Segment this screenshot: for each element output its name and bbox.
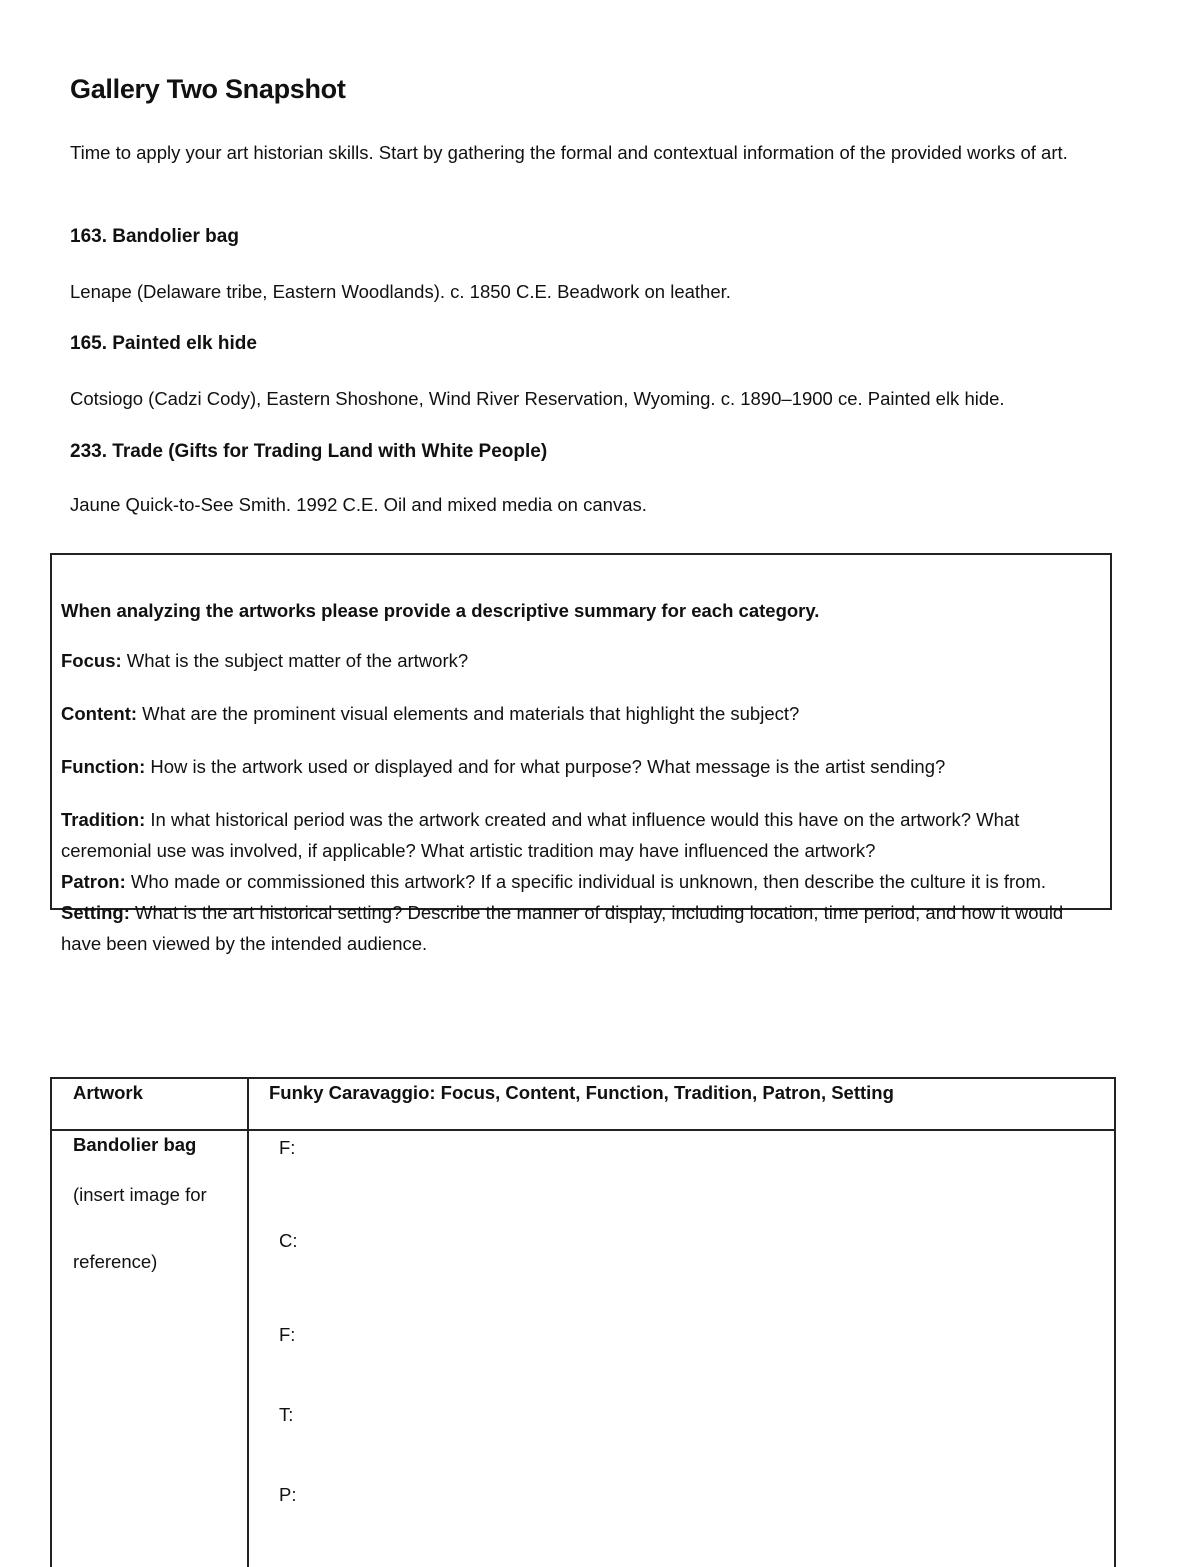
category-focus-text: What is the subject matter of the artwork? — [121, 650, 469, 671]
instructions-lead: When analyzing the artworks please provide a descriptive summary for each category. — [61, 600, 820, 621]
table-left-border — [50, 1077, 52, 1567]
table-header-divider — [50, 1129, 1116, 1131]
category-content — [61, 698, 1091, 729]
category-setting-text: What is the art historical setting? Describe the manner of display, including location, time period, and how it would have been viewed by the intended audience. — [61, 902, 1064, 954]
category-patron-text: Who made or commissioned this artwork? If a specific individual is unknown, then describe the culture it is from. — [125, 871, 1047, 892]
category-function-term: Function: — [61, 756, 146, 777]
category-patron — [61, 866, 1091, 897]
table-right-border — [1114, 1077, 1116, 1567]
artwork-title-painted-elk-hide: 165. Painted elk hide — [70, 333, 257, 354]
category-content-term: Content: — [61, 703, 138, 724]
field-patron-label[interactable]: P: — [279, 1484, 297, 1505]
artwork-description-painted-elk-hide: Cotsiogo (Cadzi Cody), Eastern Shoshone, Wind River Reservation, Wyoming. c. 1890–1900 ce. Painted elk hide. — [70, 388, 1005, 409]
artwork-title-trade: 233. Trade (Gifts for Trading Land with White People) — [70, 441, 548, 462]
category-patron-term: Patron: — [61, 871, 126, 892]
field-tradition-label[interactable]: T: — [279, 1404, 294, 1425]
instructions-text — [61, 600, 1091, 959]
analysis-table — [50, 1077, 1116, 1567]
category-setting — [61, 897, 1091, 959]
field-content-label[interactable]: C: — [279, 1230, 298, 1251]
table-column-divider — [247, 1077, 249, 1567]
category-setting-term: Setting: — [61, 902, 130, 923]
artwork-description-trade: Jaune Quick-to-See Smith. 1992 C.E. Oil and mixed media on canvas. — [70, 494, 647, 515]
intro-paragraph: Time to apply your art historian skills. Start by gathering the formal and contextual information of the provided works of art. — [70, 142, 1068, 163]
table-artwork-note-line1: (insert image for — [73, 1184, 207, 1205]
category-function — [61, 751, 1091, 782]
category-focus-term: Focus: — [61, 650, 122, 671]
field-function-label[interactable]: F: — [279, 1324, 296, 1345]
category-tradition-term: Tradition: — [61, 809, 146, 830]
category-focus — [61, 645, 1091, 676]
category-function-text: How is the artwork used or displayed and for what purpose? What message is the artist sending? — [145, 756, 946, 777]
table-artwork-note-line2: reference) — [73, 1251, 158, 1272]
artwork-title-bandolier-bag: 163. Bandolier bag — [70, 226, 239, 247]
table-top-border — [50, 1077, 1116, 1079]
category-tradition — [61, 804, 1091, 866]
category-content-text: What are the prominent visual elements and materials that highlight the subject? — [137, 703, 800, 724]
category-tradition-text: In what historical period was the artwork created and what influence would this have on the artwork? What ceremonial use was involved, if applicable? What artistic tradition may have influenced the artwork? — [61, 809, 1020, 861]
field-focus-label[interactable]: F: — [279, 1137, 296, 1158]
artwork-description-bandolier-bag: Lenape (Delaware tribe, Eastern Woodlands). c. 1850 C.E. Beadwork on leather. — [70, 281, 731, 302]
page-title: Gallery Two Snapshot — [70, 74, 346, 104]
table-header-funky-caravaggio: Funky Caravaggio: Focus, Content, Function, Tradition, Patron, Setting — [269, 1082, 894, 1103]
table-header-artwork: Artwork — [73, 1082, 143, 1103]
table-artwork-name: Bandolier bag — [73, 1134, 197, 1155]
